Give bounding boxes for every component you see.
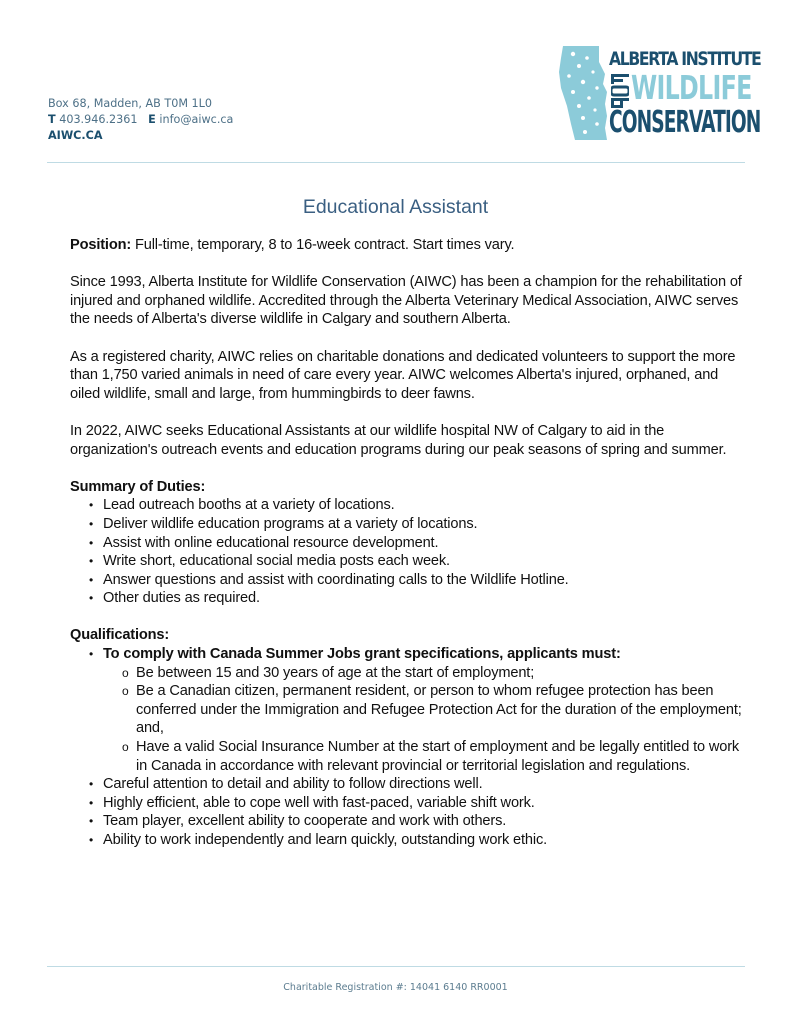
duty-item: • Deliver wildlife education programs at a variety of locations. — [70, 515, 750, 534]
position-paragraph — [70, 236, 750, 255]
position-text: Full-time, temporary, 8 to 16-week contract. Start times vary. — [131, 237, 515, 253]
qualification-item-grant — [70, 645, 750, 775]
duty-item: • Assist with online educational resource development. — [70, 534, 750, 553]
grant-requirements-list — [103, 664, 750, 776]
letterhead-address — [48, 96, 233, 144]
phone-label: T — [48, 113, 56, 126]
website: AIWC.CA — [48, 129, 103, 142]
qualification-item: • Careful attention to detail and ability to follow directions well. — [70, 775, 750, 794]
contact-line — [48, 112, 233, 128]
charity-paragraph: As a registered charity, AIWC relies on charitable donations and dedicated volunteers to support the more than 1,750 varied animals in need of care every year. AIWC welcomes Alberta's injured, orphaned, and oiled wildlife, small and large, from hummingbirds to deer fawns. — [70, 348, 736, 402]
duty-item: • Answer questions and assist with coordinating calls to the Wildlife Hotline. — [70, 571, 750, 590]
grant-requirement-item: o Be between 15 and 30 years of age at the start of employment; — [103, 664, 750, 683]
email-label: E — [148, 113, 156, 126]
logo-line-conservation: CONSERVATION — [609, 105, 761, 140]
grant-requirement-item: o Be a Canadian citizen, permanent resident, or person to whom refugee protection has been conferred under the Immigration and Refugee Protection Act for the duration of the employment; and, — [103, 682, 750, 738]
duty-item: • Other duties as required. — [70, 589, 750, 608]
duty-item: • Write short, educational social media posts each week. — [70, 552, 750, 571]
qualification-item: • Ability to work independently and learn quickly, outstanding work ethic. — [70, 831, 750, 850]
header-divider — [47, 162, 745, 163]
qualifications-heading: Qualifications: — [70, 627, 170, 644]
phone-number: 403.946.2361 — [59, 113, 138, 126]
logo-line-wildlife: WILDLIFE — [631, 68, 752, 107]
qualification-item: • Team player, excellent ability to cooperate and work with others. — [70, 812, 750, 831]
page-title: Educational Assistant — [302, 196, 489, 218]
duties-section — [70, 478, 750, 608]
footer-divider — [47, 966, 745, 967]
duties-list — [70, 496, 750, 608]
grant-requirement-heading: To comply with Canada Summer Jobs grant specifications, applicants must: — [103, 646, 621, 663]
qualifications-section — [70, 626, 750, 849]
hiring-paragraph: In 2022, AIWC seeks Educational Assistants at our wildlife hospital NW of Calgary to aid in the organization's outreach events and education programs during our peak seasons of spring and summer. — [70, 422, 727, 458]
email-address: info@aiwc.ca — [159, 113, 234, 126]
logo-for-glyph — [611, 74, 629, 108]
grant-requirement-item: o Have a valid Social Insurance Number at the start of employment and be legally entitled to work in Canada in accordance with relevant provincial or territorial legislation and regulations. — [103, 738, 750, 775]
qualification-item: • Highly efficient, able to cope well with fast-paced, variable shift work. — [70, 794, 750, 813]
duty-item: • Lead outreach booths at a variety of locations. — [70, 496, 750, 515]
qualifications-list — [70, 645, 750, 850]
intro-paragraph: Since 1993, Alberta Institute for Wildlife Conservation (AIWC) has been a champion for the rehabilitation of injured and orphaned wildlife. Accredited through the Alberta Veterinary Medical Association, AIWC serves the needs of Alberta's diverse wildlife in Calgary and southern Alberta. — [70, 274, 742, 328]
position-label: Position: — [70, 237, 132, 253]
document-body — [70, 236, 750, 868]
duties-heading: Summary of Duties: — [70, 478, 206, 495]
aiwc-logo — [555, 44, 761, 144]
charitable-registration: Charitable Registration #: 14041 6140 RR0001 — [283, 982, 508, 993]
alberta-animals-silhouette-icon — [555, 44, 609, 142]
logo-line-alberta-institute: ALBERTA INSTITUTE — [609, 48, 761, 70]
address-line: Box 68, Madden, AB T0M 1L0 — [48, 97, 213, 110]
